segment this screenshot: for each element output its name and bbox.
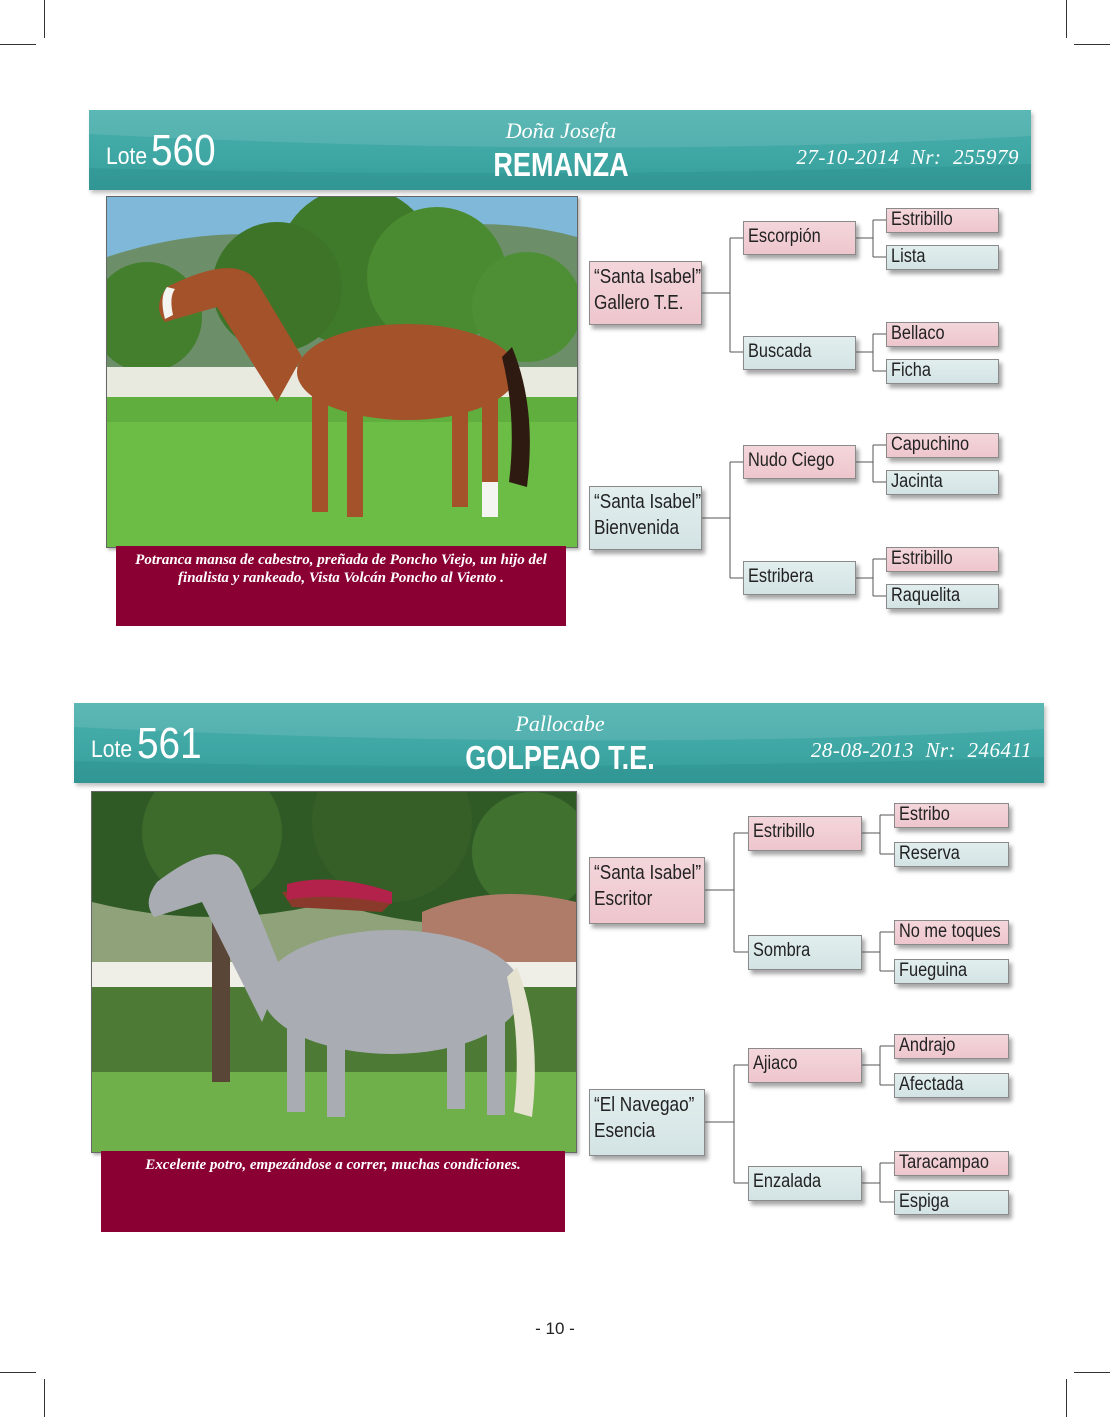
crop-mark — [1074, 1372, 1110, 1373]
registration-info — [796, 145, 1019, 170]
birth-date: 28-08-2013 — [810, 738, 914, 762]
pedigree-dam-sire: Nudo Ciego — [743, 445, 856, 479]
horse-photo — [91, 791, 577, 1153]
lot-banner — [89, 110, 1031, 190]
pedigree-dam-dam: Enzalada — [748, 1166, 862, 1201]
pedigree-sire-dam: Buscada — [743, 336, 856, 370]
pedigree-great-grandparent: Raquelita — [886, 584, 999, 609]
pedigree-dam-sire: Ajiaco — [748, 1048, 862, 1083]
sire-name: Escritor — [594, 888, 653, 910]
pedigree-great-grandparent: Ficha — [886, 359, 999, 384]
nr-value: 255979 — [953, 145, 1019, 169]
pedigree-great-grandparent: Estribillo — [886, 208, 999, 233]
pedigree-great-grandparent: Reserva — [894, 842, 1009, 867]
lote-number: 560 — [151, 126, 216, 175]
pedigree-great-grandparent: Espiga — [894, 1190, 1009, 1215]
pedigree-dam — [589, 1089, 705, 1156]
pedigree-great-grandparent: No me toques — [894, 920, 1009, 945]
nr-value: 246411 — [967, 738, 1032, 762]
pedigree-sire — [589, 261, 702, 325]
pedigree-great-grandparent: Jacinta — [886, 470, 999, 495]
lot-caption: Excelente potro, empezándose a correr, muchas condiciones. — [101, 1151, 565, 1232]
crop-mark — [1066, 1379, 1067, 1417]
horse-name: REMANZA — [493, 146, 629, 183]
nr-label: Nr: — [925, 738, 957, 762]
birth-date: 27-10-2014 — [796, 145, 900, 169]
crop-mark — [1066, 0, 1067, 38]
pedigree-great-grandparent: Andrajo — [894, 1034, 1009, 1059]
pedigree-great-grandparent: Fueguina — [894, 959, 1009, 984]
pedigree-sire-sire: Estribillo — [748, 816, 862, 851]
dam-prefix: “El Navegao” — [594, 1094, 695, 1116]
pedigree-great-grandparent: Bellaco — [886, 322, 999, 347]
sire-prefix: “Santa Isabel” — [594, 266, 702, 288]
sire-prefix: “Santa Isabel” — [594, 862, 702, 884]
horse-photo — [106, 196, 578, 548]
lot-banner — [74, 703, 1044, 783]
pedigree-sire — [589, 857, 705, 924]
breeder-name: Doña Josefa — [505, 118, 617, 143]
dam-name: Esencia — [594, 1120, 656, 1142]
crop-mark — [0, 44, 36, 45]
pedigree-dam-dam: Estribera — [743, 561, 856, 595]
registration-info — [811, 738, 1032, 763]
crop-mark — [44, 1379, 45, 1417]
pedigree-great-grandparent: Lista — [886, 245, 999, 270]
horse-name: GOLPEAO T.E. — [465, 739, 655, 776]
pedigree-great-grandparent: Estribo — [894, 803, 1009, 828]
lot-caption: Potranca mansa de cabestro, preñada de Poncho Viejo, un hijo del finalista y rankeado, Vista Volcán Poncho al Viento . — [116, 546, 566, 626]
pedigree-sire-sire: Escorpión — [743, 221, 856, 255]
lote-label: Lote — [91, 736, 133, 763]
pedigree-dam — [589, 486, 702, 550]
pedigree-great-grandparent: Taracampao — [894, 1151, 1009, 1176]
lote-label: Lote — [106, 143, 148, 170]
pedigree-sire-dam: Sombra — [748, 935, 862, 970]
pedigree-great-grandparent: Afectada — [894, 1073, 1009, 1098]
crop-mark — [0, 1372, 36, 1373]
sire-name: Gallero T.E. — [594, 292, 684, 314]
crop-mark — [1074, 44, 1110, 45]
horse-photo-art — [107, 197, 577, 547]
dam-prefix: “Santa Isabel” — [594, 491, 702, 513]
crop-mark — [44, 0, 45, 38]
page-number: - 10 - — [535, 1319, 575, 1338]
pedigree-great-grandparent: Estribillo — [886, 547, 999, 572]
nr-label: Nr: — [910, 145, 942, 169]
lote-number: 561 — [137, 719, 202, 768]
breeder-name: Pallocabe — [515, 711, 605, 736]
horse-photo-art — [92, 792, 576, 1152]
dam-name: Bienvenida — [594, 517, 680, 539]
pedigree-great-grandparent: Capuchino — [886, 433, 999, 458]
